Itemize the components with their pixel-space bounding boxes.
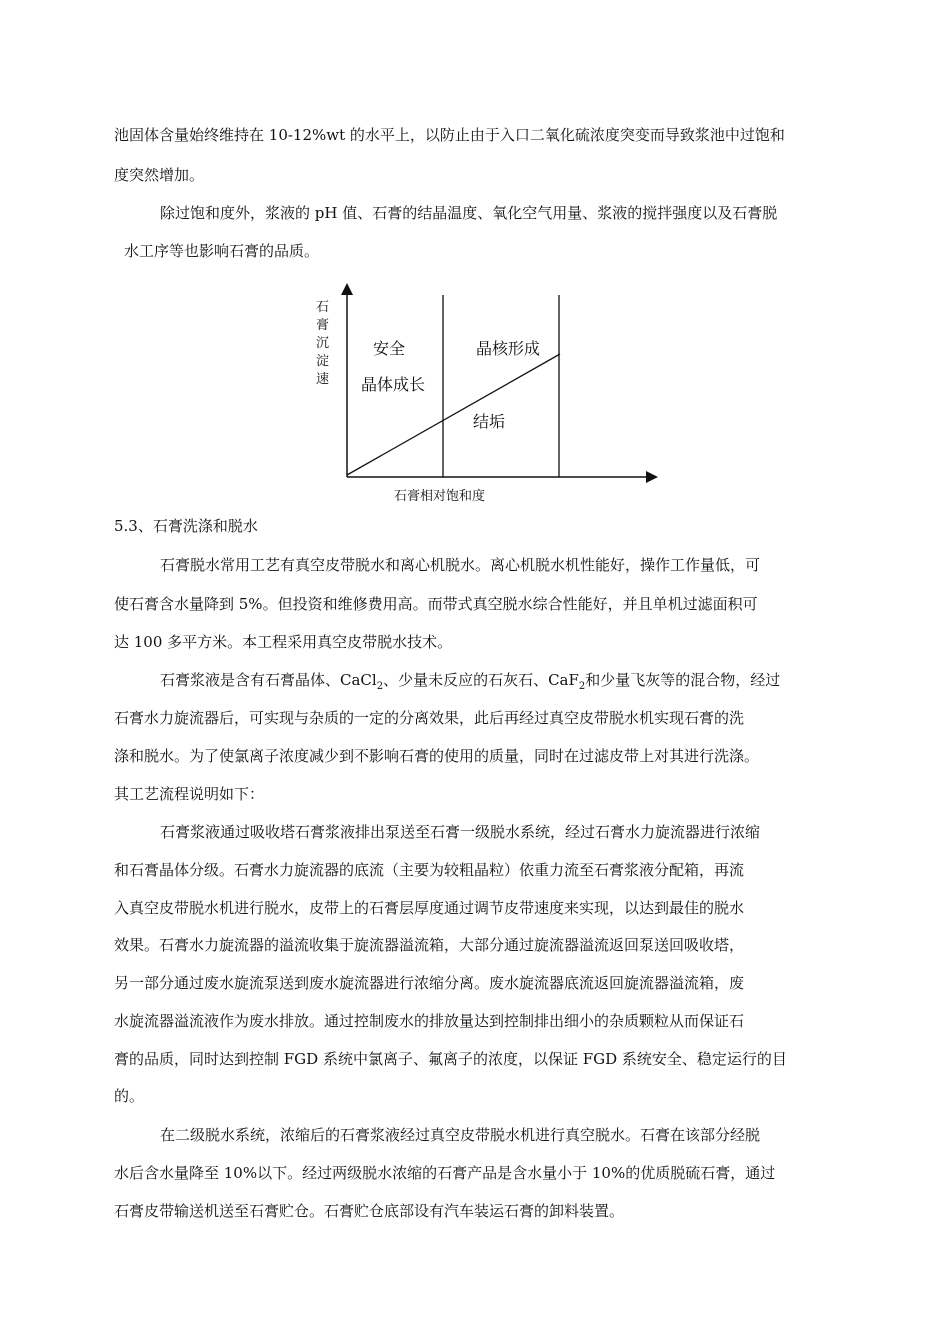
p6-line-3: 石膏皮带输送机送至石膏贮仓。石膏贮仓底部设有汽车装运石膏的卸料装置。 [114, 1202, 625, 1220]
p5-line-6: 水旋流器溢流液作为废水排放。通过控制废水的排放量达到控制排出细小的杂质颗粒从而保证石 [114, 1012, 745, 1030]
y-label-char-2: 膏 [316, 318, 330, 333]
p4-line-1-c: 和少量飞灰等的混合物，经过 [585, 671, 781, 689]
p4-subscript-2: 2 [578, 681, 586, 692]
p4-line-3: 涤和脱水。为了使氯离子浓度减少到不影响石膏的使用的质量，同时在过滤皮带上对其进行洗涤。 [114, 747, 760, 765]
p2-line-2: 水工序等也影响石膏的品质。 [124, 242, 320, 260]
y-label-char-5: 速 [316, 372, 330, 387]
region-safe: 安全 [373, 339, 406, 358]
p5-line-3: 入真空皮带脱水机进行脱水，皮带上的石膏层厚度通过调节皮带速度来实现，以达到最佳的脱水 [114, 899, 745, 917]
region-nucleation: 晶核形成 [476, 339, 541, 358]
p5-line-4: 效果。石膏水力旋流器的溢流收集于旋流器溢流箱，大部分通过旋流器溢流返回泵送回吸收塔， [114, 936, 745, 954]
p3-line-1: 石膏脱水常用工艺有真空皮带脱水和离心机脱水。离心机脱水机性能好，操作工作量低，可 [160, 556, 761, 574]
p3-line-2: 使石膏含水量降到 5%。但投资和维修费用高。而带式真空脱水综合性能好，并且单机过滤面积可 [114, 595, 758, 613]
p6-line-1: 在二级脱水系统，浓缩后的石膏浆液经过真空皮带脱水机进行真空脱水。石膏在该部分经脱 [160, 1126, 761, 1144]
y-label-char-4: 淀 [316, 354, 330, 369]
saturation-diagram [300, 282, 670, 512]
y-label-char-3: 沉 [316, 336, 330, 351]
p5-line-5: 另一部分通过废水旋流泵送到废水旋流器进行浓缩分离。废水旋流器底流返回旋流器溢流箱，废 [114, 974, 745, 992]
p5-line-2: 和石膏晶体分级。石膏水力旋流器的底流（主要为较粗晶粒）依重力流至石膏浆液分配箱，再流 [114, 861, 745, 879]
p4-line-1-a: 石膏浆液是含有石膏晶体、CaCl [160, 671, 377, 689]
p4-line-1 [160, 670, 780, 690]
saturation-diagram-svg [300, 282, 670, 512]
scaling-curve [347, 354, 560, 475]
region-scaling: 结垢 [473, 412, 506, 431]
p5-line-8: 的。 [114, 1087, 145, 1105]
p3-line-3: 达 100 多平方米。本工程采用真空皮带脱水技术。 [114, 633, 453, 651]
p6-line-2: 水后含水量降至 10%以下。经过两级脱水浓缩的石膏产品是含水量小于 10%的优质脱硫石膏，通过 [114, 1164, 776, 1182]
p4-line-1-b: 、少量未反应的石灰石、CaF [383, 671, 579, 689]
p5-line-7: 膏的品质，同时达到控制 FGD 系统中氯离子、氟离子的浓度，以保证 FGD 系统安全、稳定运行的目 [114, 1050, 787, 1068]
p4-line-2: 石膏水力旋流器后，可实现与杂质的一定的分离效果，此后再经过真空皮带脱水机实现石膏的洗 [114, 709, 745, 727]
x-axis-label: 石膏相对饱和度 [394, 489, 486, 504]
p1-line-2: 度突然增加。 [114, 166, 205, 184]
region-growth: 晶体成长 [361, 375, 426, 394]
y-label-char-1: 石 [316, 300, 330, 315]
p1-line-1: 池固体含量始终维持在 10-12%wt 的水平上，以防止由于入口二氧化硫浓度突变而导致浆池中过饱和 [114, 126, 785, 144]
p5-line-1: 石膏浆液通过吸收塔石膏浆液排出泵送至石膏一级脱水系统，经过石膏水力旋流器进行浓缩 [160, 823, 761, 841]
p4-subscript-1: 2 [376, 681, 384, 692]
p4-line-4: 其工艺流程说明如下： [114, 785, 265, 803]
p2-line-1: 除过饱和度外，浆液的 pH 值、石膏的结晶温度、氧化空气用量、浆液的搅拌强度以及石膏脱 [160, 204, 778, 222]
section-heading: 5.3、石膏洗涤和脱水 [114, 517, 258, 535]
